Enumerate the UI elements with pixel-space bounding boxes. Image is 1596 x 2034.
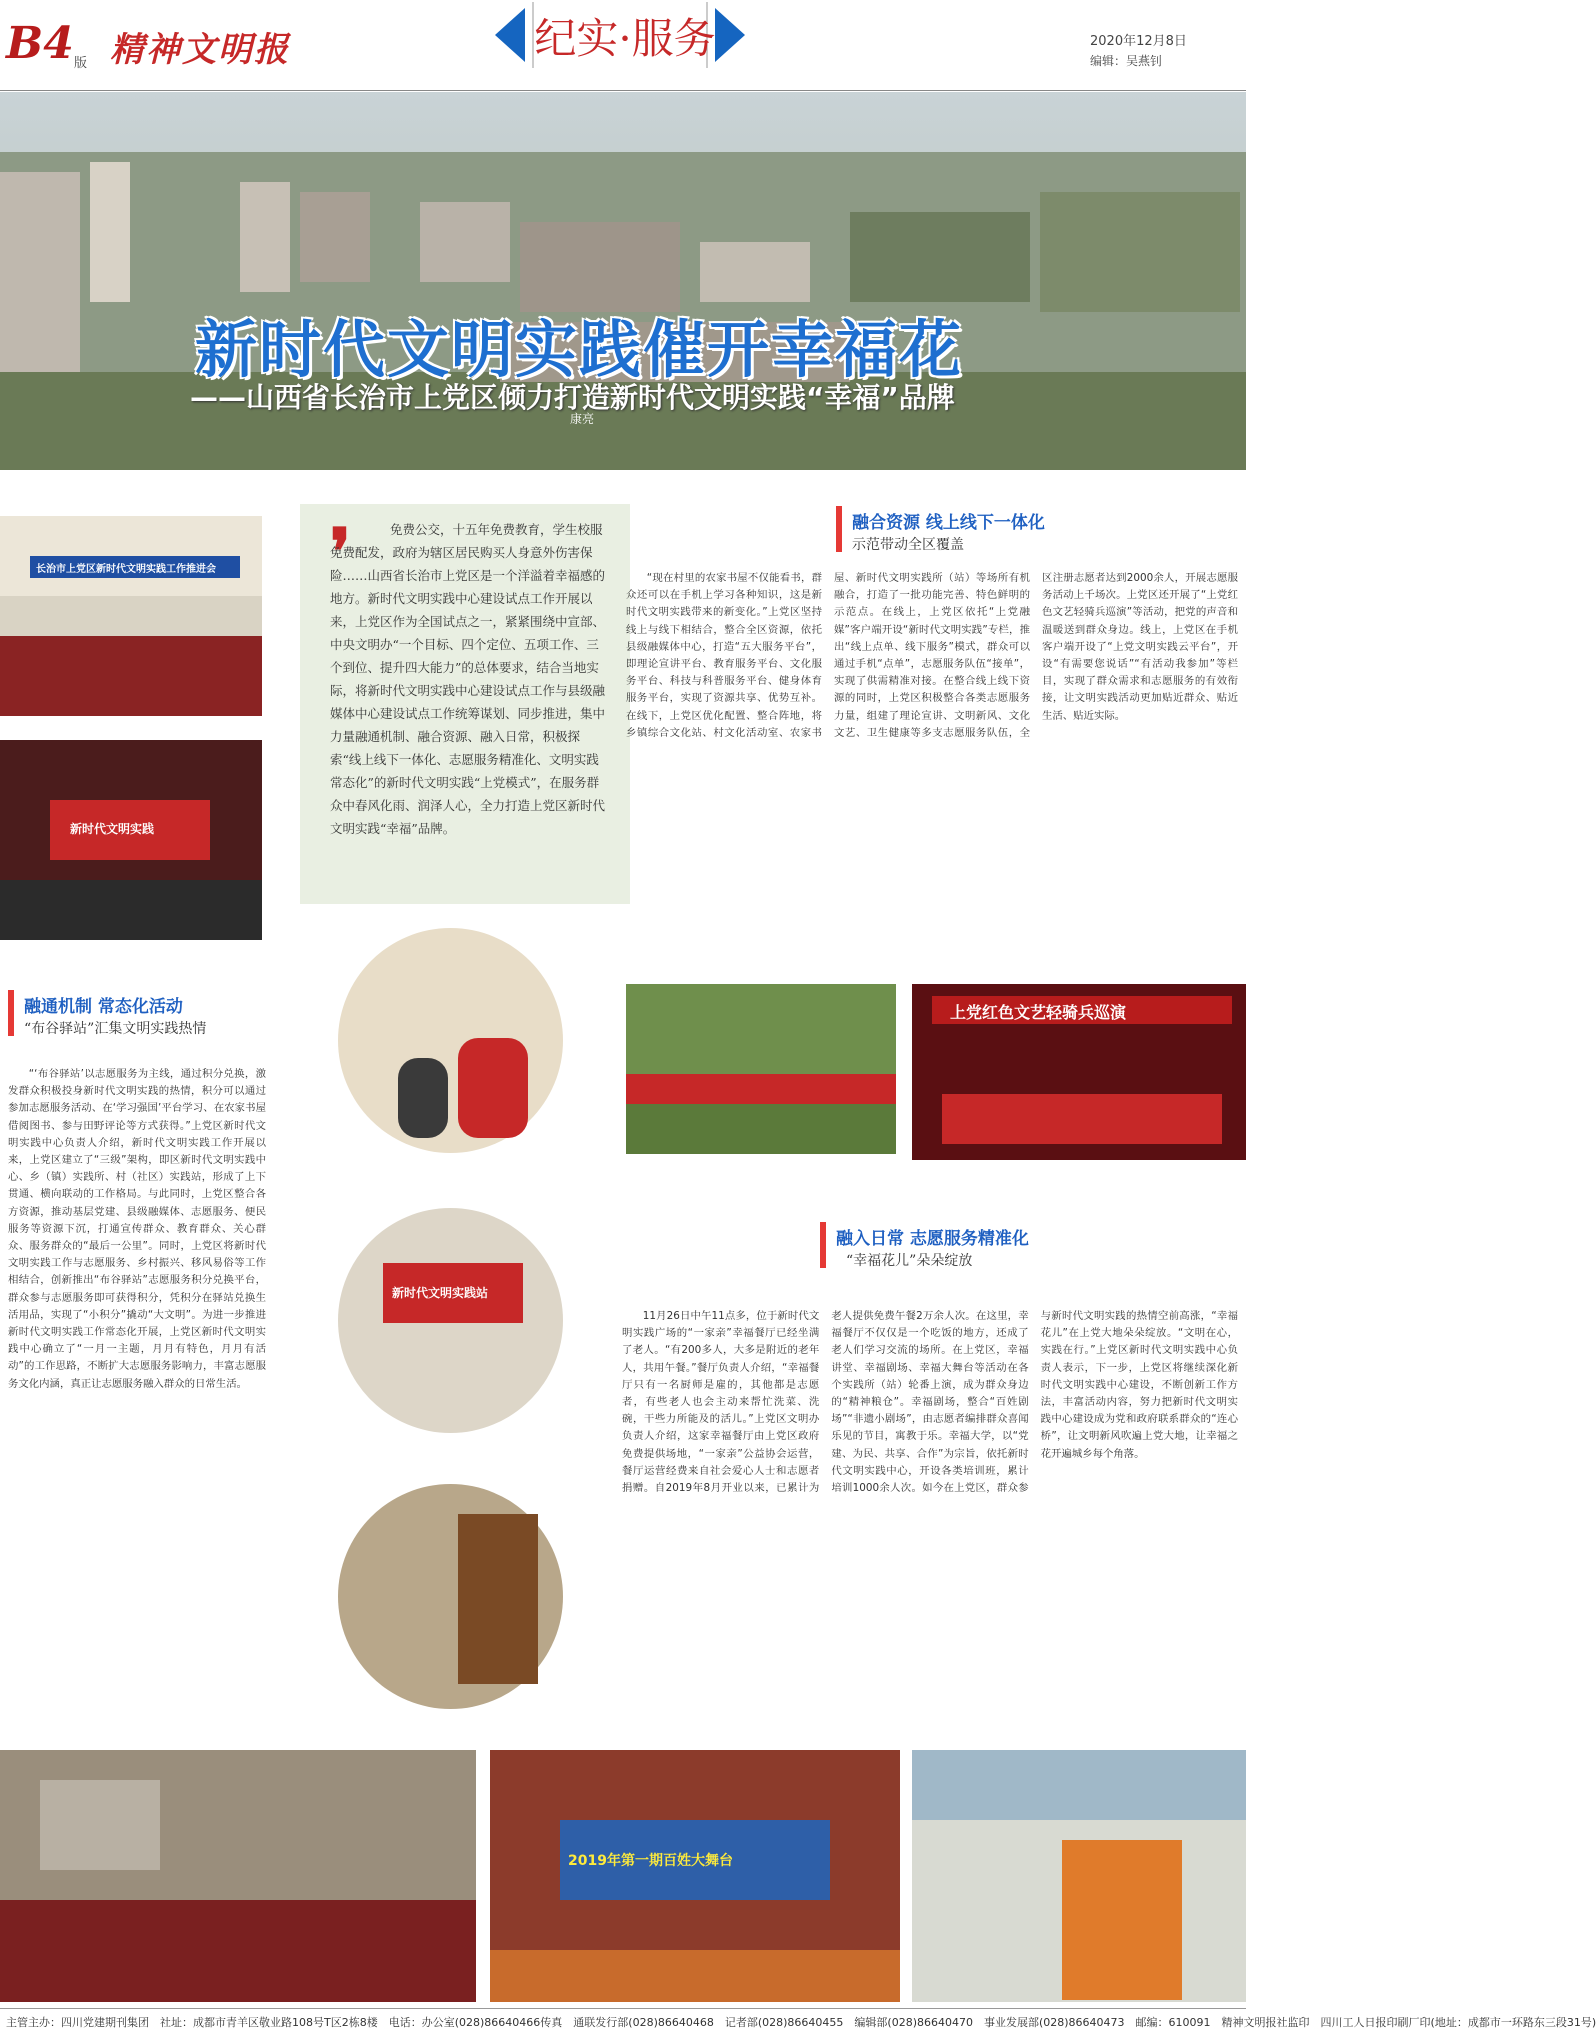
section3-paragraph: 11月26日中午11点多，位于新时代文明实践广场的“一家亲”幸福餐厅已经坐满了老人。“有200多人，大多是附近的老年人，共用午餐。”餐厅负责人介绍，“幸福餐厅只有一名厨师是雇的，其他都是志愿者，有些老人也会主动来帮忙洗菜、洗碗，干些力所能及的活儿。”上党区文明办负责人介绍，这家幸福餐厅由上党区政府免费提供场地，“一家亲”公益协会运营，餐厅运营经费来自社会爱心人士和志愿者捐赠。自2019年8月开业以来，已累计为老人提供免费午餐2万余人次。在这里，幸福餐厅不仅仅是一个吃饭的地方，还成了老人们学习交流的场所。在上党区，幸福讲堂、幸福剧场、幸福大舞台等活动在各个实践所（站）轮番上演，成为群众身边的“精神粮仓”。幸福剧场，整合“百姓剧场”“非遗小剧场”，由志愿者编排群众喜闻乐见的节目，寓教于乐。幸福大学，以“党建、为民、共享、合作”为宗旨，依托新时代文明实践中心，开设各类培训班，累计培训1000余人次。如今在上党区，群众参与新时代文明实践的热情空前高涨，“幸福花儿”在上党大地朵朵绽放。“文明在心，实践在行。”上党区新时代文明实践中心负责人表示，下一步，上党区将继续深化新时代文明实践中心建设，不断创新工作方法，丰富活动内容，努力把新时代文明实践中心建设成为党和政府联系群众的“连心桥”，让文明新风吹遍上党大地，让幸福之花开遍城乡每个角落。 <box>622 1310 1238 1495</box>
outdoor-group-photo <box>626 984 896 1154</box>
hall-banner-text: 新时代文明实践 <box>70 822 155 836</box>
section2-body <box>626 570 1238 946</box>
section3-subheading: “幸福花儿”朵朵绽放 <box>846 1253 973 1269</box>
hero-title: 新时代文明实践催开幸福花 <box>195 313 964 386</box>
volunteers-circle-photo <box>338 928 563 1153</box>
edition-number: B4 <box>6 18 74 69</box>
hero-photo <box>0 92 1246 470</box>
pull-quote-text: 免费公交，十五年免费教育，学生校服免费配发，政府为辖区居民购买人身意外伤害保险……山西省长治市上党区是一个洋溢着幸福感的地方。新时代文明实践中心建设试点工作开展以来，上党区作为全国试点之一，紧紧围绕中宣部、中央文明办“一个目标、四个定位、五项工作、三个到位、提升四大能力”的总体要求，结合当地实际，将新时代文明实践中心建设试点工作与县级融媒体中心建设试点工作统筹谋划、同步推进，集中力量融通机制、融合资源、融入日常，积极探索“线上线下一体化、志愿服务精准化、文明实践常态化”的新时代文明实践“上党模式”，在服务群众中春风化雨、润泽人心，全力打造上党区新时代文明实践“幸福”品牌。 <box>330 522 606 836</box>
show-banner-text: 2019年第一期百姓大舞台 <box>568 1853 733 1869</box>
page-header <box>0 0 1246 91</box>
section-title: 纪实·服务 <box>534 14 716 63</box>
editor-credit: 编辑：吴燕钊 <box>1090 54 1163 68</box>
stage-show-photo <box>490 1750 900 2002</box>
hero-subtitle: ——山西省长治市上党区倾力打造新时代文明实践“幸福”品牌 <box>190 381 955 414</box>
section2-paragraph: “现在村里的农家书屋不仅能看书，群众还可以在手机上学习各种知识，这是新时代文明实践带来的新变化。”上党区坚持线上与线下相结合，整合全区资源，依托县级融媒体中心，打造“五大服务平台”，即理论宣讲平台、教育服务平台、文化服务平台、科技与科普服务平台、健身体育服务平台，实现了资源共享、优势互补。在线下，上党区优化配置、整合阵地，将乡镇综合文化站、村文化活动室、农家书屋、新时代文明实践所（站）等场所有机融合，打造了一批功能完善、特色鲜明的示范点。在线上，上党区依托“上党融媒”客户端开设“新时代文明实践”专栏，推出“线上点单、线下服务”模式，群众可以通过手机“点单”，志愿服务队伍“接单”，实现了供需精准对接。在整合线上线下资源的同时，上党区积极整合各类志愿服务力量，组建了理论宣讲、文明新风、文化文艺、卫生健康等多支志愿服务队伍，全区注册志愿者达到2000余人，开展志愿服务活动上千场次。上党区还开展了“上党红色文艺轻骑兵巡演”等活动，把党的声音和温暖送到群众身边。线上，上党区在手机客户端开设了“上党文明实践云平台”，开设“有需要您说话”“有活动我参加”等栏目，实现了群众需求和志愿服务的有效衔接，让文明实践活动更加贴近群众、贴近生活、贴近实际。 <box>626 572 1238 739</box>
stage-banner-text: 上党红色文艺轻骑兵巡演 <box>950 1003 1127 1022</box>
paper-name: 精神文明报 <box>110 30 290 70</box>
meeting-photo <box>0 516 262 716</box>
section1-marker <box>8 990 14 1036</box>
quote-mark-icon: ❜ <box>330 515 351 590</box>
section1-subheading: “布谷驿站”汇集文明实践热情 <box>24 1021 207 1037</box>
section2-subheading: 示范带动全区覆盖 <box>852 537 964 553</box>
section1-heading: 融通机制 常态化活动 <box>24 997 183 1017</box>
edition-suffix: 版 <box>74 56 88 71</box>
meeting-banner-text: 长治市上党区新时代文明实践工作推进会 <box>36 564 216 575</box>
hall-photo <box>0 740 262 940</box>
street-event-photo <box>0 1750 476 2002</box>
center-sign-text: 新时代文明实践站 <box>392 1286 489 1300</box>
section2-heading: 融合资源 线上线下一体化 <box>852 513 1045 533</box>
hero-author: 康亮 <box>570 412 595 426</box>
stage-photo <box>912 984 1246 1160</box>
shop-circle-photo <box>338 1484 563 1709</box>
section1-paragraph: “‘布谷驿站’以志愿服务为主线，通过积分兑换，激发群众积极投身新时代文明实践的热情，积分可以通过参加志愿服务活动、在‘学习强国’平台学习、在农家书屋借阅图书、参与田野评论等方式获得。”上党区新时代文明实践中心负责人介绍，新时代文明实践工作开展以来，上党区建立了“三级”架构，即区新时代文明实践中心、乡（镇）实践所、村（社区）实践站，形成了上下贯通、横向联动的工作格局。与此同时，上党区整合各方资源，推动基层党建、县级融媒体、志愿服务、便民服务等资源下沉，打通宣传群众、教育群众、关心群众、服务群众的“最后一公里”。同时，上党区将新时代文明实践工作与志愿服务、乡村振兴、移风易俗等工作相结合，创新推出“布谷驿站”志愿服务积分兑换平台，群众参与志愿服务即可获得积分，凭积分在驿站兑换生活用品，实现了“小积分”撬动“大文明”。为进一步推进新时代文明实践工作常态化开展，上党区新时代文明实践中心确立了“一月一主题，月月有特色，月月有活动”的工作思路，不断扩大志愿服务影响力，丰富志愿服务文化内涵，真正让志愿服务融入群众的日常生活。 <box>8 1068 266 1390</box>
bus-interior-photo <box>912 1750 1246 2002</box>
section3-heading: 融入日常 志愿服务精准化 <box>836 1229 1029 1249</box>
issue-date: 2020年12月8日 <box>1090 34 1187 49</box>
section3-marker <box>820 1222 826 1268</box>
page-footer: 主管主办：四川党建期刊集团 社址：成都市青羊区敬业路108号T区2栋8楼 电话：办公室(028)86640466传真 通联发行部(028)86640468 记者部(028)86640455 编辑部(028)86640470 事业发展部(028)86640473 邮编：610091 精神文明报社监印 四川工人日报印刷厂印(地址：成都市一环路东三段31号) <box>0 2008 1246 2034</box>
center-circle-photo <box>338 1208 563 1433</box>
section2-marker <box>836 506 842 552</box>
